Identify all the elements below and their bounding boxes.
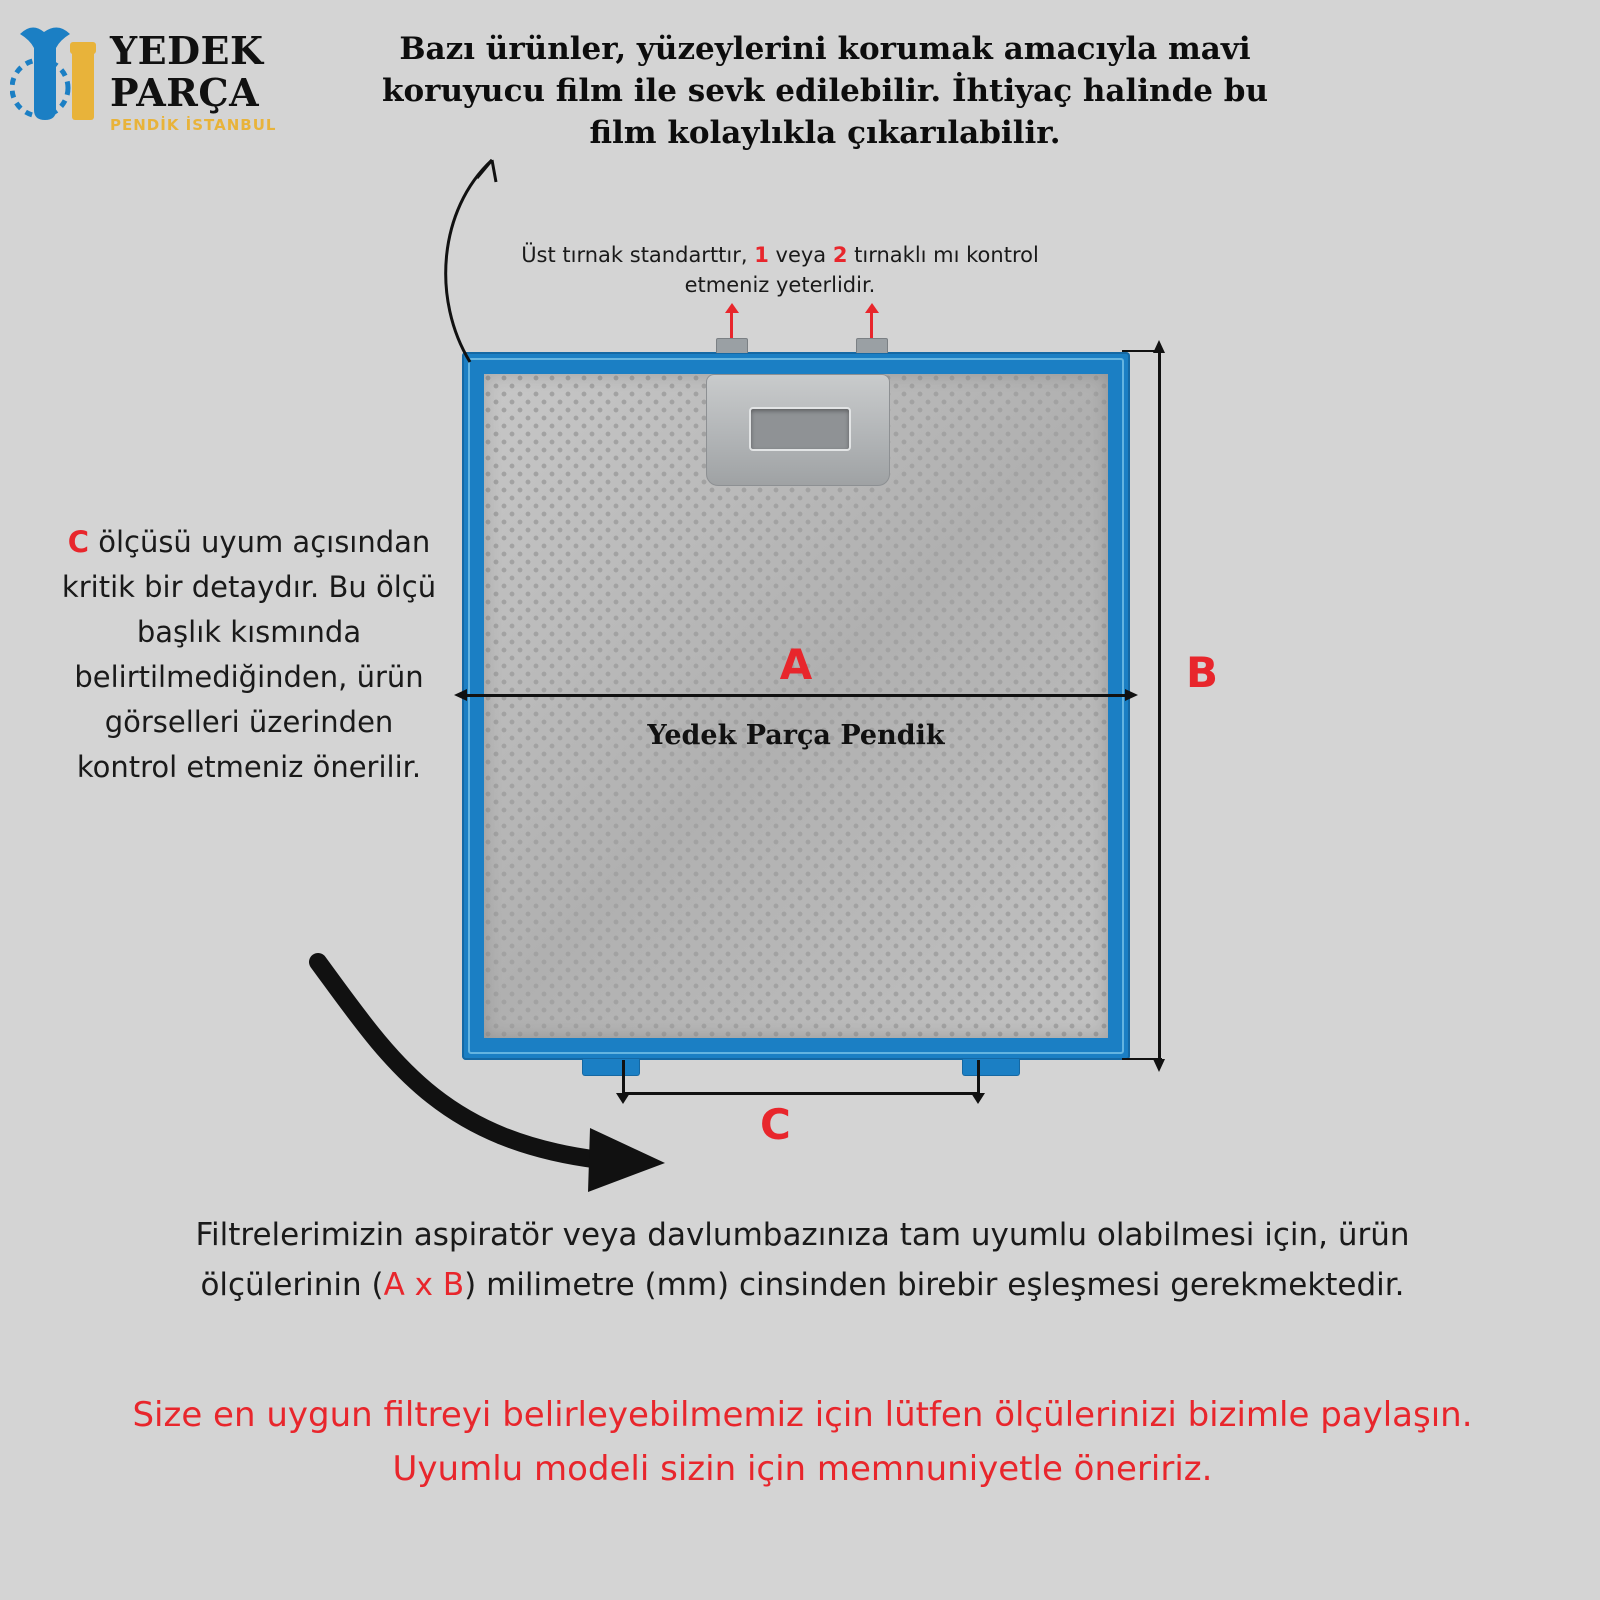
logo-line-2: PARÇA bbox=[110, 70, 260, 115]
left-note-letter-c: C bbox=[67, 525, 89, 559]
top-latch-tab-1 bbox=[716, 338, 748, 353]
logo-mark-icon bbox=[10, 16, 110, 136]
tab-note-part-3: tırnaklı mı kontrol etmeniz yeterlidir. bbox=[684, 243, 1039, 297]
bottom-note-part-2: ) milimetre (mm) cinsinden birebir eşleşmesi gerekmektedir. bbox=[464, 1267, 1405, 1303]
dimension-label-b: B bbox=[1186, 648, 1219, 697]
dimension-label-c: C bbox=[760, 1100, 791, 1149]
tab-note-number-2: 2 bbox=[832, 243, 848, 267]
dimension-c-arrow-left bbox=[622, 1060, 625, 1096]
tab-note-number-1: 1 bbox=[754, 243, 769, 267]
dimension-label-a: A bbox=[779, 640, 813, 689]
logo-line-1: YEDEK bbox=[110, 28, 264, 73]
bottom-note-text bbox=[130, 1210, 1475, 1310]
handle-slot bbox=[749, 407, 851, 451]
logo-wordmark bbox=[110, 30, 310, 134]
tab-note-part-1: Üst tırnak standarttır, bbox=[521, 243, 755, 267]
dimension-line-a bbox=[466, 694, 1126, 697]
bottom-note-part-1: Filtrelerimizin aspiratör veya davlumbazınıza tam uyumlu olabilmesi için, ürün ölçülerinin ( bbox=[195, 1217, 1410, 1303]
watermark-text: Yedek Parça Pendik bbox=[647, 720, 945, 751]
dimension-line-c bbox=[622, 1092, 980, 1095]
tab-pointer-arrow-left bbox=[730, 312, 733, 340]
tab-pointer-arrow-right bbox=[870, 312, 873, 340]
bottom-tab-1 bbox=[582, 1059, 640, 1076]
bottom-note-ab: A x B bbox=[383, 1267, 465, 1303]
headline-text: Bazı ürünler, yüzeylerini korumak amacıyla mavi koruyucu film ile sevk edilebilir. İhtiyaç halinde bu film kolaylıkla çıkarılabilir. bbox=[382, 31, 1268, 151]
top-latch-tab-2 bbox=[856, 338, 888, 353]
filter-handle bbox=[706, 374, 890, 486]
left-note-text bbox=[54, 520, 444, 790]
tab-note-part-2: veya bbox=[768, 243, 833, 267]
tab-note-text bbox=[520, 240, 1040, 300]
logo-subtitle: PENDİK İSTANBUL bbox=[110, 116, 277, 134]
grease-filter-diagram bbox=[462, 352, 1130, 1060]
bottom-cta-text: Size en uygun filtreyi belirleyebilmemiz için lütfen ölçülerinizi bizimle paylaşın. Uyumlu modeli sizin için memnuniyetle öneririz. bbox=[132, 1395, 1473, 1489]
left-note-body: ölçüsü uyum açısından kritik bir detaydır. Bu ölçü başlık kısmında belirtilmediğinden, ürün görselleri üzerinden kontrol etmeniz önerilir. bbox=[61, 525, 437, 784]
dimension-line-b bbox=[1158, 352, 1161, 1060]
brand-logo bbox=[10, 12, 310, 142]
dimension-c-arrow-right bbox=[977, 1060, 980, 1096]
bottom-tab-2 bbox=[962, 1059, 1020, 1076]
